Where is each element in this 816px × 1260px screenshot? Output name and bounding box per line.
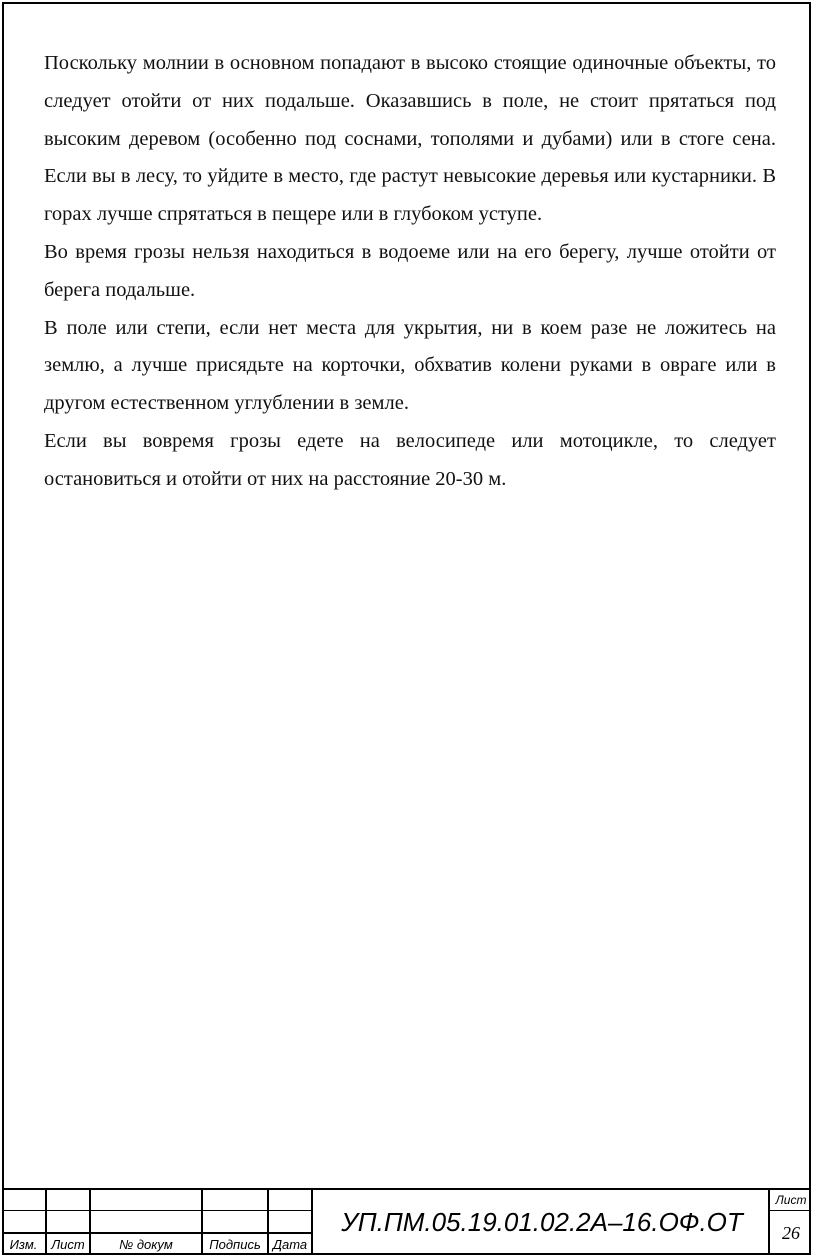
stamp-row-line — [768, 1210, 811, 1211]
stamp-divider — [311, 1190, 313, 1255]
sheet-number: 26 — [782, 1223, 800, 1243]
title-block — [2, 1188, 811, 1255]
col-izm-label: Изм. — [9, 1237, 38, 1252]
col-list-label: Лист — [51, 1237, 85, 1252]
sheet-label: Лист — [775, 1193, 807, 1207]
col-podpis-label: Подпись — [209, 1237, 261, 1252]
paragraph-1: Поскольку молнии в основном попадают в высоко стоящие одиночные объекты, то следует отойти от них подальше. Оказавшись в поле, не стоит прятаться под высоким деревом (особенно под соснами, тополями и дубами) или в стоге сена. Если вы в лесу, то уйдите в место, где растут невысокие деревья или кустарники. В горах лучше спрятаться в пещере или в глубоком уступе. — [44, 52, 776, 226]
col-dokum-label: № докум — [119, 1237, 173, 1252]
paragraph-3: В поле или степи, если нет места для укрытия, ни в коем разе не ложитесь на землю, а лучше присядьте на корточки, обхватив колени руками в овраге или в другом естественном углублении в земле. — [44, 316, 776, 415]
col-data-label: Дата — [272, 1237, 308, 1252]
document-code: УП.ПМ.05.19.01.02.2А–16.ОФ.ОТ — [341, 1207, 743, 1237]
stamp-row-line — [2, 1210, 311, 1211]
stamp-row-line — [2, 1232, 311, 1234]
paragraph-4: Если вы вовремя грозы едете на велосипеде или мотоцикле, то следует остановиться и отойти от них на расстояние 20-30 м. — [44, 429, 776, 490]
body-text — [44, 45, 776, 499]
paragraph-2: Во время грозы нельзя находиться в водоеме или на его берегу, лучше отойти от берега подальше. — [44, 240, 776, 301]
